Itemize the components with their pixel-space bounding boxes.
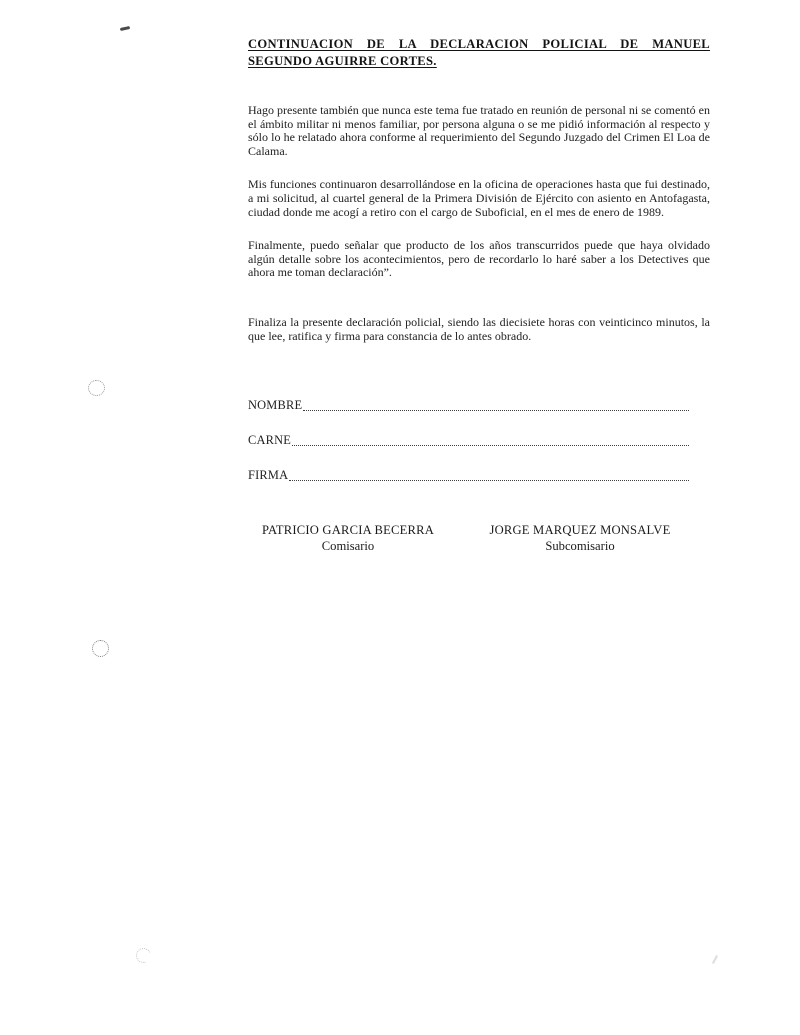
signatory-title: Subcomisario [545, 539, 615, 554]
paragraph: Hago presente también que nunca este tema fue tratado en reunión de personal ni se comentó en el ámbito militar ni menos familiar, por persona alguna o se me pidió información al respecto y sólo lo he relatado ahora conforme al requerimiento del Segundo Juzgado del Crimen El Loa de Calama. [248, 103, 710, 158]
document-title-line-2: SEGUNDO AGUIRRE CORTES. [248, 54, 437, 68]
field-label-carne: CARNE [248, 433, 291, 448]
form-field-row [248, 434, 689, 448]
paragraph: Finalmente, puedo señalar que producto de los años transcurridos puede que haya olvidado algún detalle sobre los acontecimientos, pero de recordarlo lo haré saber a los Detectives que ahora me toman declaración”. [248, 238, 710, 280]
scan-artifact [134, 946, 154, 966]
signatory-name: JORGE MARQUEZ MONSALVE [489, 523, 671, 538]
form-field-row [248, 399, 689, 413]
field-label-nombre: NOMBRE [248, 398, 303, 413]
signature-block [248, 523, 448, 554]
paragraph: Mis funciones continuaron desarrollándose en la oficina de operaciones hasta que fui destinado, a mi solicitud, al cuartel general de la Primera División de Ejército con asiento en Antofagasta, ciudad donde me acogí a retiro con el cargo de Suboficial, en el mes de enero de 1989. [248, 177, 710, 219]
field-label-firma: FIRMA [248, 468, 289, 483]
signatory-name: PATRICIO GARCIA BECERRA [261, 523, 435, 538]
scan-artifact [88, 380, 105, 396]
paragraph: Finaliza la presente declaración policial, siendo las diecisiete horas con veinticinco minutos, la que lee, ratifica y firma para constancia de lo antes obrado. [248, 314, 710, 343]
document-title-line-1: CONTINUACION DE LA DECLARACION POLICIAL DE MANUEL [248, 37, 710, 51]
signature-block [475, 523, 685, 554]
dotted-fill-line [289, 480, 689, 481]
dotted-fill-line [292, 445, 689, 446]
scan-artifact [92, 640, 109, 657]
signature-section [248, 523, 710, 554]
signatory-title: Comisario [321, 539, 375, 554]
scan-artifact [120, 26, 130, 31]
signature-fields [248, 399, 689, 483]
document-title [248, 36, 710, 70]
form-field-row [248, 469, 689, 483]
dotted-fill-line [303, 410, 689, 411]
document-body [248, 36, 710, 554]
scan-artifact [712, 955, 718, 964]
